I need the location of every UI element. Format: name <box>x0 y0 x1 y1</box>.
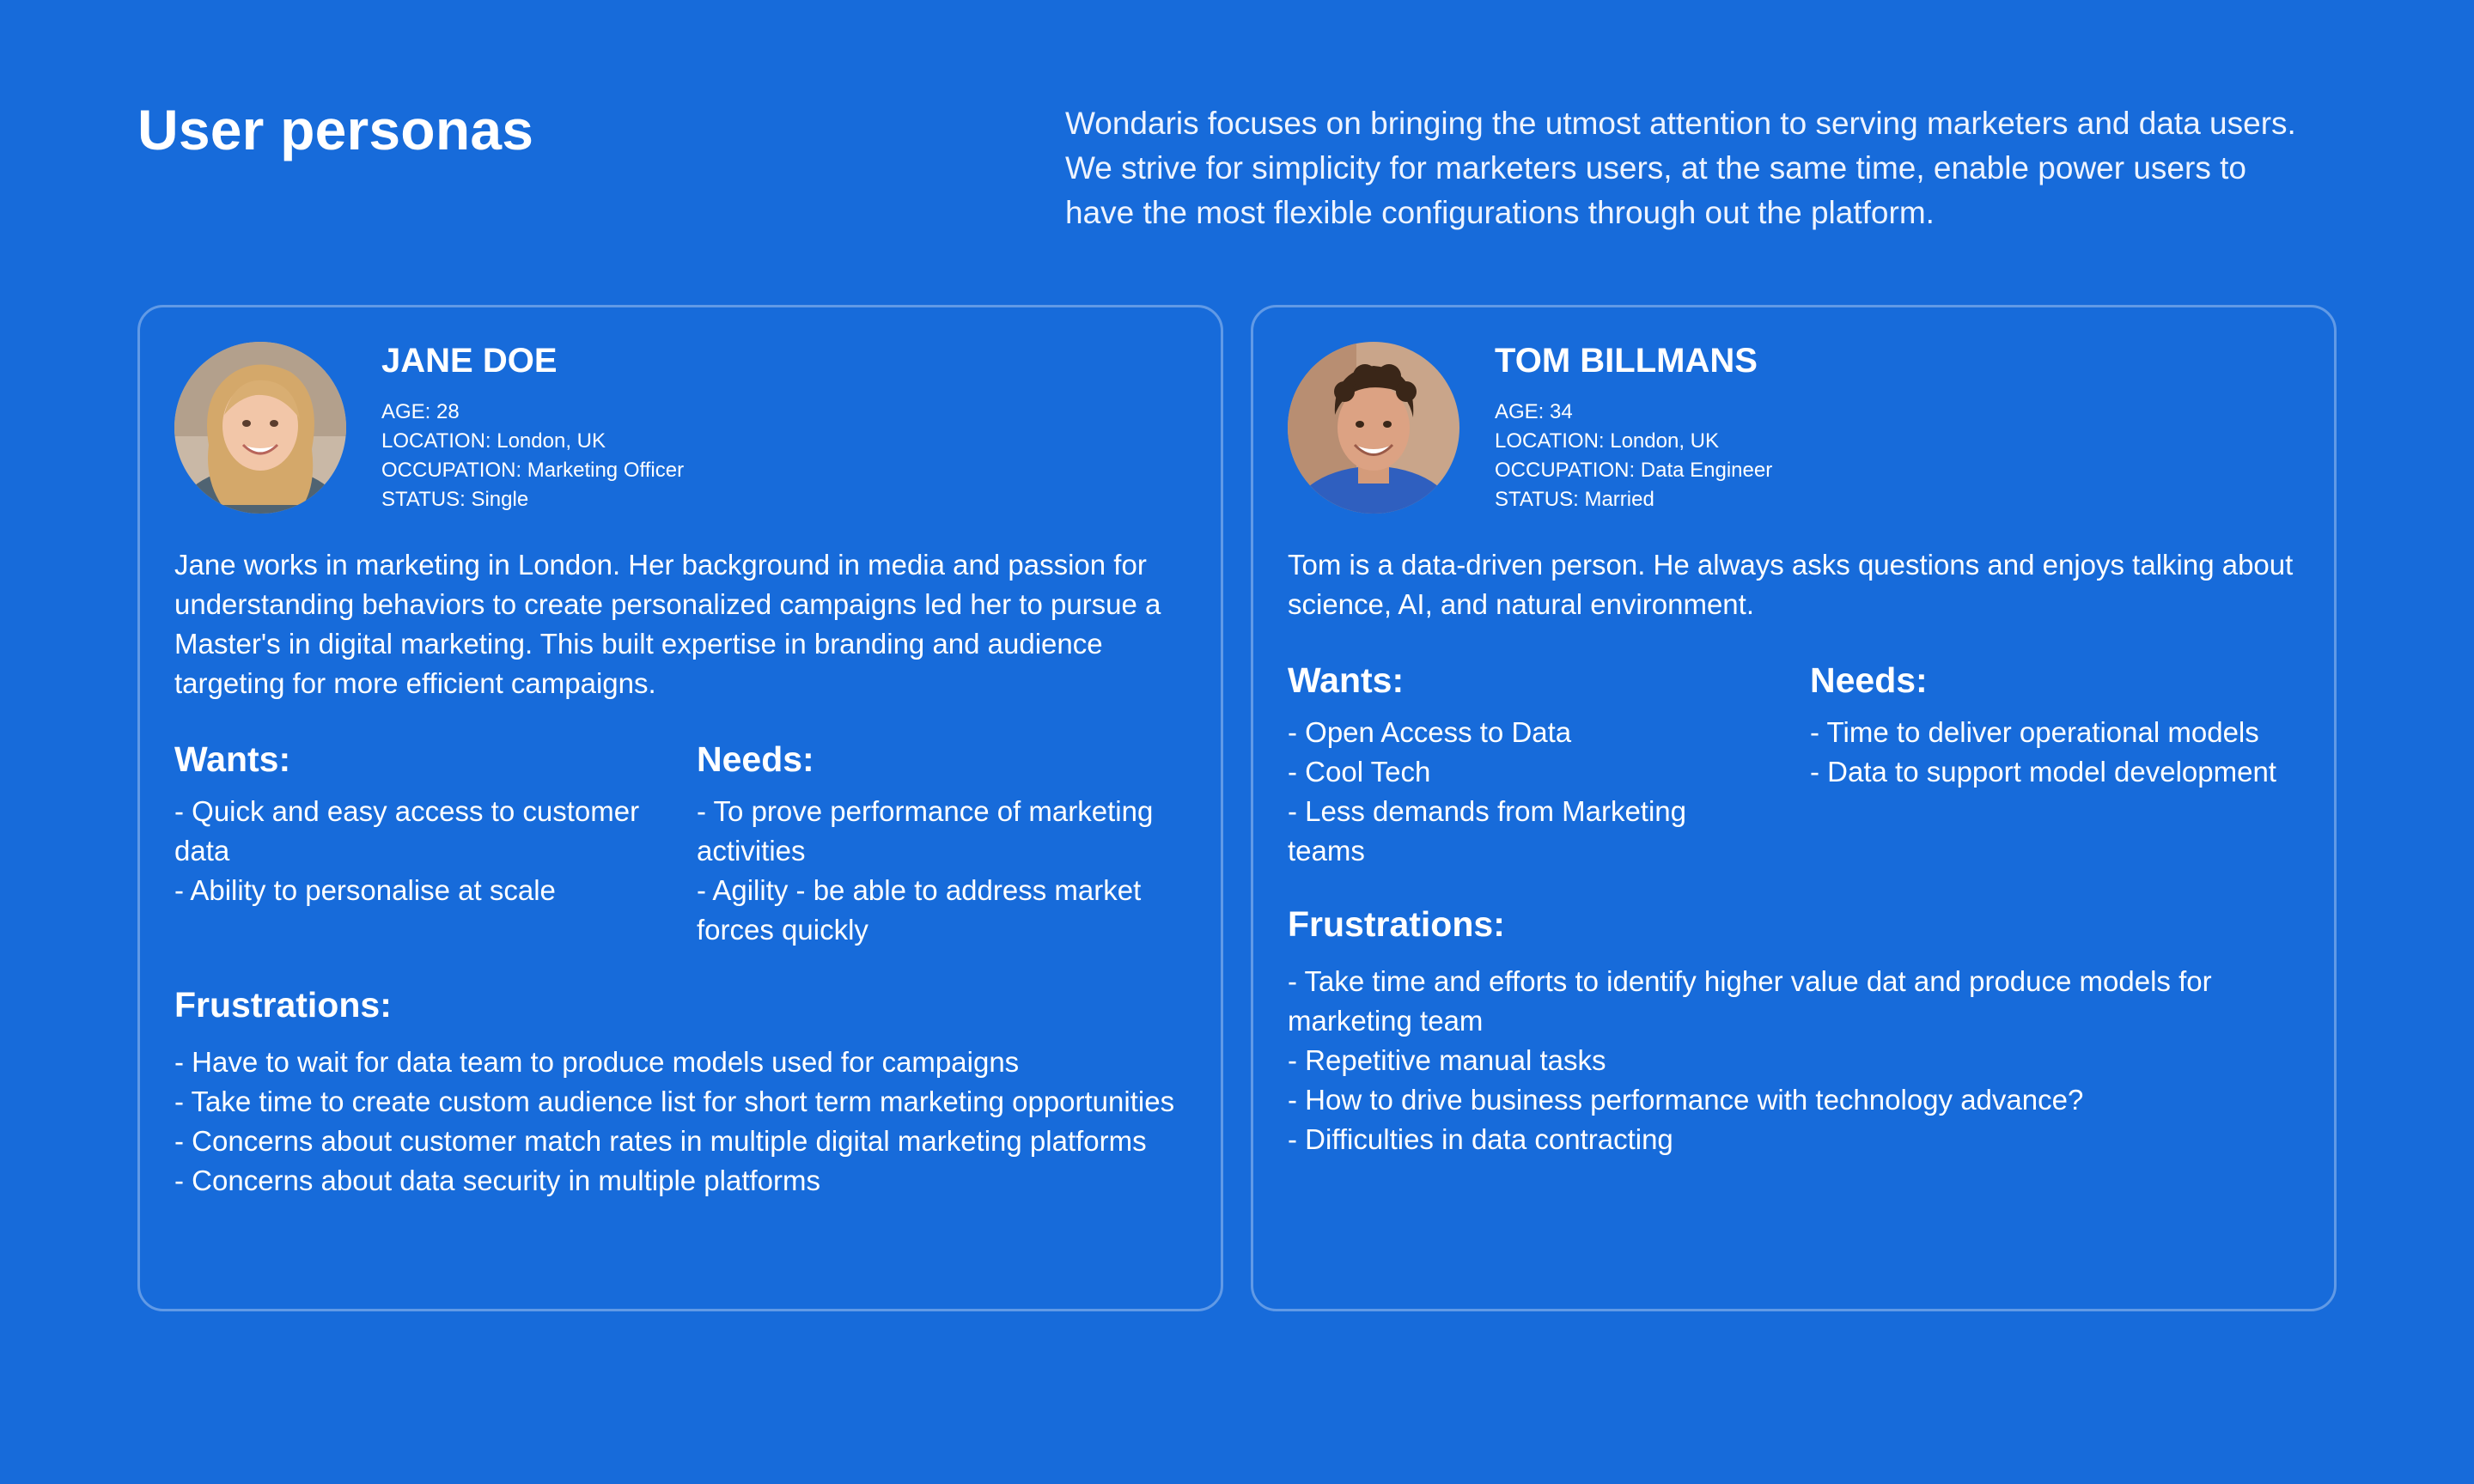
frustrations-heading: Frustrations: <box>1288 904 1505 944</box>
persona-details <box>381 398 684 514</box>
frustrations-heading: Frustrations: <box>174 985 392 1025</box>
woman-portrait-photo-icon <box>174 342 346 514</box>
persona-status: STATUS: Single <box>381 488 529 511</box>
list-item: - Agility - be able to address market forces quickly <box>697 874 1142 946</box>
intro-paragraph: Wondaris focuses on bringing the utmost attention to serving marketers and data users. We strive for simplicity for marketers users, at the same time, enable power users to have the most flexible configurations through out the platform. <box>1065 106 2296 230</box>
persona-location: LOCATION: London, UK <box>1495 429 1719 453</box>
wants-heading: Wants: <box>1288 660 1405 700</box>
avatar <box>1288 342 1459 514</box>
list-item: - Concerns about data security in multiple platforms <box>174 1165 821 1196</box>
needs-heading: Needs: <box>697 739 814 779</box>
needs-heading: Needs: <box>1810 660 1928 700</box>
persona-details <box>1495 398 1772 514</box>
frustrations-list <box>174 1043 1197 1201</box>
persona-name: TOM BILLMANS <box>1495 342 1758 380</box>
list-item: - Concerns about customer match rates in multiple digital marketing platforms <box>174 1125 1147 1157</box>
list-item: - Ability to personalise at scale <box>174 874 556 906</box>
needs-list <box>1810 713 2308 792</box>
list-item: - Data to support model development <box>1810 756 2276 788</box>
persona-occupation: OCCUPATION: Marketing Officer <box>381 459 685 482</box>
wants-list <box>1288 713 1769 871</box>
list-item: - Take time and efforts to identify higher value dat and produce models for marketing team <box>1288 965 2212 1037</box>
persona-card-jane-doe <box>137 305 1223 1311</box>
persona-bio: Jane works in marketing in London. Her background in media and passion for understanding behaviors to create personalized campaigns led her to pursue a Master's in digital marketing. This built expertise in branding and audience targeting for more efficient campaigns. <box>174 549 1161 699</box>
persona-name: JANE DOE <box>381 342 558 380</box>
list-item: - Difficulties in data contracting <box>1288 1123 1673 1155</box>
list-item: - Repetitive manual tasks <box>1288 1044 1606 1076</box>
man-portrait-photo-icon <box>1288 342 1459 514</box>
persona-occupation: OCCUPATION: Data Engineer <box>1495 459 1773 482</box>
list-item: - How to drive business performance with technology advance? <box>1288 1084 2084 1116</box>
list-item: - Open Access to Data <box>1288 716 1572 748</box>
wants-list <box>174 792 655 910</box>
page-title: User personas <box>137 98 534 161</box>
frustrations-list <box>1288 962 2310 1159</box>
list-item: - To prove performance of marketing activities <box>697 795 1154 867</box>
list-item: - Less demands from Marketing teams <box>1288 795 1687 867</box>
avatar <box>174 342 346 514</box>
needs-list <box>697 792 1195 950</box>
list-item: - Have to wait for data team to produce models used for campaigns <box>174 1046 1020 1078</box>
list-item: - Time to deliver operational models <box>1810 716 2259 748</box>
list-item: - Quick and easy access to customer data <box>174 795 640 867</box>
persona-location: LOCATION: London, UK <box>381 429 606 453</box>
list-item: - Cool Tech <box>1288 756 1431 788</box>
wants-heading: Wants: <box>174 739 291 779</box>
list-item: - Take time to create custom audience list for short term marketing opportunities <box>174 1086 1175 1117</box>
persona-age: AGE: 34 <box>1495 400 1573 423</box>
persona-card-tom-billmans <box>1251 305 2337 1311</box>
persona-age: AGE: 28 <box>381 400 460 423</box>
persona-bio: Tom is a data-driven person. He always asks questions and enjoys talking about science, AI, and natural environment. <box>1288 549 2294 620</box>
persona-status: STATUS: Married <box>1495 488 1654 511</box>
